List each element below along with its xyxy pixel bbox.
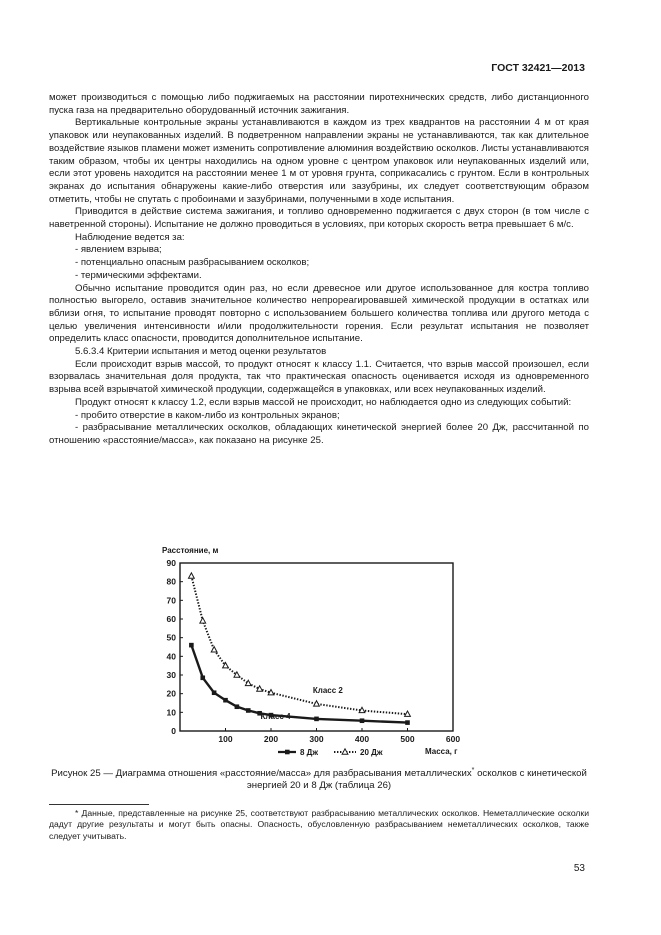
- paragraph: Продукт относят к классу 1.2, если взрыв массой не происходит, но наблюдается одно из следующих событий:: [75, 396, 572, 408]
- y-tick-label: 10: [166, 707, 176, 718]
- paragraph: - явлением взрыва;: [75, 244, 162, 256]
- figure-caption-text: Рисунок 25 — Диаграмма отношения «расстояние/масса» для разбрасывания металлических: [51, 768, 472, 779]
- series-line-20j: [191, 576, 407, 714]
- paragraph: Если происходит взрыв массой, то продукт относят к классу 1.1. Считается, что взрыв массой произошел, если взорвалась значительная доля продукта, так что практическая опасность оценивается исходя из одновременного взрыва всей взрывчатой химической продукции, содержащейся в упаковках, или всех неупакованных изделий.: [49, 358, 589, 396]
- paragraph: - пробито отверстие в каком-либо из контрольных экранов;: [75, 409, 340, 421]
- data-point-8j: [246, 708, 251, 713]
- data-point-8j: [200, 676, 205, 681]
- distance-mass-chart: [150, 538, 480, 758]
- paragraph: - термическими эффектами.: [75, 269, 202, 281]
- x-tick-label: 300: [309, 734, 324, 744]
- x-tick-label: 200: [263, 734, 279, 744]
- data-point-8j: [212, 690, 217, 695]
- paragraph: может производиться с помощью либо поджигаемых на расстоянии пиротехнических средств, либо дистанционного пуска газа на предварительно оборудованный источник зажигания.: [49, 92, 589, 116]
- y-axis-label: Расстояние, м: [162, 546, 219, 555]
- data-point-8j: [223, 698, 228, 703]
- figure-caption-text-end: осколков с кинетической энергией 20 и 8 Дж (таблица 26): [246, 768, 587, 792]
- data-point-20j: [188, 573, 194, 578]
- paragraph: Вертикальные контрольные экраны устанавливаются в каждом из трех квадрантов на расстоянии 4 м от края упаковок или неупакованных изделий. В подветренном направлении экраны не устанавливаются, так как длительное воздействие языков пламени может изменить сопротивление алюминия воздействию осколков. Листы устанавливаются таким образом, чтобы их центры находились на одном уровне с центром упаковок или неупакованных изделий или, если этот уровень находится на расстоянии менее 1 м от уровня грунта, соприкасались с грунтом. Если в контрольных экранах до испытания обнаружены какие-либо отверстия или зазубрины, их следует соответствующим образом отметить, чтобы не спутать с пробоинами и зазубринами, полученными в ходе испытания.: [49, 117, 589, 205]
- class-annotation: Класс 4: [260, 712, 291, 722]
- y-tick-label: 20: [166, 688, 176, 699]
- data-point-8j: [314, 717, 319, 722]
- y-tick-label: 30: [166, 670, 176, 680]
- figure-chart: [150, 538, 480, 758]
- page-number: 53: [573, 863, 585, 874]
- y-tick-label: 50: [166, 632, 176, 643]
- x-tick-label: 600: [445, 734, 461, 744]
- document-header: ГОСТ 32421—2013: [491, 62, 585, 74]
- footnote-mark: *: [471, 767, 475, 774]
- x-tick-label: 500: [400, 734, 415, 744]
- y-tick-label: 60: [166, 614, 176, 624]
- legend-label-8j: 8 Дж: [300, 748, 319, 757]
- paragraph: Обычно испытание проводится один раз, но если древесное или другое использованное для костра топливо полностью выгорело, оставив значительное количество непрореагировавшей химической продукции в остатках или вблизи огня, то испытание проводят повторно с использованием большего количества топлива или другого метода с целью увеличения интенсивности и/или продолжительности горения. Если результат испытания не позволяет определить класс опасности, проводится дополнительное испытание.: [49, 282, 589, 345]
- paragraph: - потенциально опасным разбрасыванием осколков;: [75, 257, 310, 269]
- paragraph: - разбрасывание металлических осколков, обладающих кинетической энергией более 20 Дж, рассчитанной по отношению «расстояние/масса», как показано на рисунке 25.: [49, 422, 589, 446]
- data-point-8j: [235, 704, 240, 709]
- paragraph: Приводится в действие система зажигания, и топливо одновременно поджигается с двух сторон (в том числе с наветренной стороны). Испытание не должно проводиться в условиях, при которых скорость ветра превышает 6 м/с.: [49, 206, 589, 231]
- figure-caption: [49, 768, 589, 793]
- data-point-20j: [200, 618, 206, 623]
- y-tick-label: 80: [166, 576, 176, 587]
- y-tick-label: 40: [166, 651, 176, 662]
- footnote: * Данные, представленные на рисунке 25, соответствуют разбрасыванию металлических осколков. Неметаллические осколки дадут другие результаты и могут быть опасны. Опасность, обусловленную разбрасыванием неметаллических осколков, также следует учитывать.: [49, 808, 589, 841]
- y-tick-label: 70: [166, 595, 176, 606]
- y-tick-label: 90: [166, 558, 176, 568]
- x-tick-label: 100: [218, 734, 233, 744]
- footnote-divider: [49, 804, 149, 805]
- paragraph: 5.6.3.4 Критерии испытания и метод оценки результатов: [75, 346, 327, 358]
- y-tick-label: 0: [171, 726, 176, 736]
- body-text: [49, 92, 589, 448]
- data-point-20j: [405, 711, 411, 716]
- class-annotation: Класс 2: [312, 685, 343, 695]
- data-point-20j: [211, 647, 217, 652]
- paragraph: Наблюдение ведется за:: [75, 231, 185, 243]
- data-point-8j: [405, 720, 410, 725]
- x-axis-label: Масса, г: [425, 747, 458, 756]
- legend-label-20j: 20 Дж: [360, 748, 383, 757]
- legend-marker-8j: [285, 750, 290, 755]
- x-tick-label: 400: [354, 734, 370, 744]
- data-point-8j: [189, 643, 194, 648]
- data-point-8j: [360, 718, 365, 723]
